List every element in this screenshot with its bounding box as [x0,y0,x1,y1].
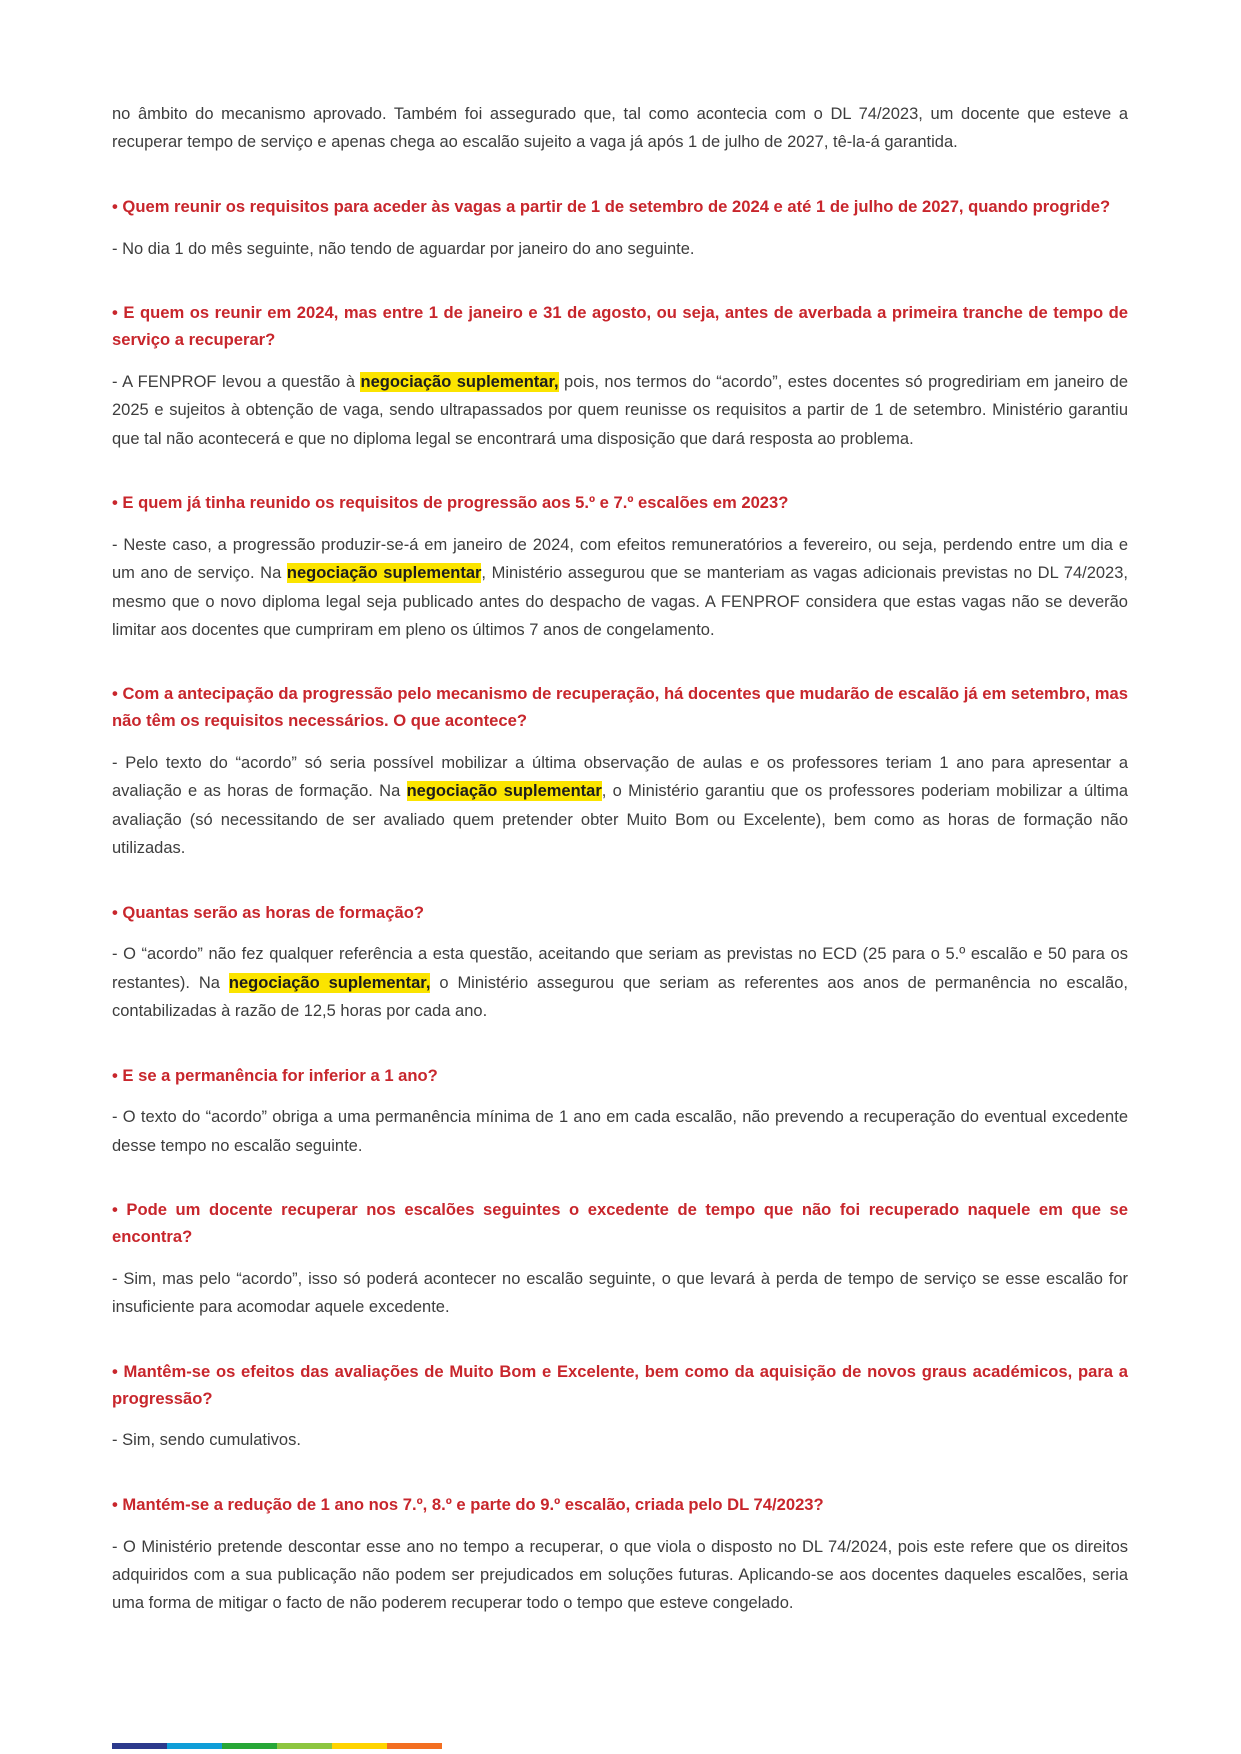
intro-paragraph: no âmbito do mecanismo aprovado. Também foi assegurado que, tal como acontecia com o DL 74/2023, um docente que esteve a recuperar tempo de serviço e apenas chega ao escalão sujeito a vaga já após 1 de julho de 2027, tê-la-á garantida. [112,105,1128,152]
answer-paragraph [112,1533,1128,1618]
stripe-segment [222,1743,277,1749]
answer-text: - A FENPROF levou a questão à [112,372,361,391]
answer-text: , Ministério assegurou que se manteriam as vagas adicionais previstas no DL 74/2023, mesmo que o novo diploma legal seja publicado antes do despacho de vagas. A FENPROF considera que estas vagas não se deverão limitar aos docentes que cumpriram em pleno os últimos 7 anos de congelamento. [112,564,1128,639]
highlighted-term: negociação suplementar [406,782,602,801]
footer-brand-stripe [112,1743,442,1749]
answer-paragraph [112,749,1128,863]
question-heading: • Quem reunir os requisitos para aceder às vagas a partir de 1 de setembro de 2024 e até 1 de julho de 2027, quando progride? [112,196,1111,216]
stripe-segment [277,1743,332,1749]
stripe-segment [332,1743,387,1749]
answer-text: - Pelo texto do “acordo” só seria possível mobilizar a última observação de aulas e os professores teriam 1 ano para apresentar a avaliação e as horas de formação. Na [112,754,1128,801]
answer-text: - O Ministério pretende descontar esse ano no tempo a recuperar, o que viola o disposto no DL 74/2024, pois este refere que os direitos adquiridos com a sua publicação não podem ser prejudicados em soluções futuras. Aplicando-se aos docentes daqueles escalões, seria uma forma de mitigar o facto de não poderem recuperar todo o tempo que esteve congelado. [112,1537,1128,1613]
answer-paragraph [112,1103,1128,1160]
qa-block [112,194,1128,263]
answer-text: - No dia 1 do mês seguinte, não tendo de aguardar por janeiro do ano seguinte. [112,239,695,258]
answer-text: pois, nos termos do “acordo”, estes docentes só progrediriam em janeiro de 2025 e sujeitos à obtenção de vaga, sendo ultrapassados por quem reunisse os requisitos a partir de 1 de setembro. Ministério garantiu que tal não acontecerá e que no diploma legal se encontrará uma disposição que dará resposta ao problema. [112,372,1129,448]
question-heading: • E quem já tinha reunido os requisitos de progressão aos 5.º e 7.º escalões em 2023? [112,492,789,512]
qa-block [112,681,1128,862]
answer-text: - O texto do “acordo” obriga a uma permanência mínima de 1 ano em cada escalão, não prevendo a recuperação do eventual excedente desse tempo no escalão seguinte. [112,1108,1128,1155]
question-heading: • Mantêm-se os efeitos das avaliações de Muito Bom e Excelente, bem como da aquisição de novos graus académicos, para a progressão? [112,1361,1128,1408]
stripe-segment [387,1743,442,1749]
question-heading: • Quantas serão as horas de formação? [112,902,424,922]
answer-text: , o Ministério garantiu que os professores poderiam mobilizar a última avaliação (só necessitando de ser avaliado quem pretender obter Muito Bom ou Excelente), bem como as horas de formação não utilizadas. [112,782,1128,858]
answer-text: o Ministério assegurou que seriam as referentes aos anos de permanência no escalão, contabilizadas à razão de 12,5 horas por cada ano. [112,973,1128,1021]
qa-block [112,900,1128,1026]
qa-block [112,1063,1128,1161]
answer-paragraph [112,1426,1128,1454]
highlighted-term: negociação suplementar, [228,973,431,992]
question-heading: • Mantém-se a redução de 1 ano nos 7.º, 8.º e parte do 9.º escalão, criada pelo DL 74/2023? [112,1494,824,1514]
highlighted-term: negociação suplementar, [360,372,559,391]
question-heading: • E se a permanência for inferior a 1 ano? [112,1065,438,1085]
qa-block [112,490,1128,644]
answer-paragraph [112,1265,1128,1322]
question-heading: • Pode um docente recuperar nos escalões seguintes o excedente de tempo que não foi recuperado naquele em que se encontra? [112,1200,1128,1246]
qa-block [112,1492,1128,1618]
qa-block [112,1359,1128,1455]
stripe-segment [167,1743,222,1749]
answer-text: - Sim, sendo cumulativos. [112,1431,301,1450]
answer-text: - Sim, mas pelo “acordo”, isso só poderá acontecer no escalão seguinte, o que levará à perda de tempo de serviço se esse escalão for insuficiente para acomodar aquele excedente. [112,1269,1128,1317]
question-heading: • Com a antecipação da progressão pelo mecanismo de recuperação, há docentes que mudarão de escalão já em setembro, mas não têm os requisitos necessários. O que acontece? [112,684,1128,731]
qa-list [112,194,1128,1618]
qa-block [112,300,1128,453]
answer-paragraph [112,531,1128,645]
answer-paragraph [112,368,1128,453]
answer-text: - O “acordo” não fez qualquer referência a esta questão, aceitando que seriam as previstas no ECD (25 para o 5.º escalão e 50 para os restantes). Na [112,945,1128,992]
answer-text: - Neste caso, a progressão produzir-se-á em janeiro de 2024, com efeitos remuneratórios a fevereiro, ou seja, perdendo entre um dia e um ano de serviço. Na [112,535,1128,583]
question-heading: • E quem os reunir em 2024, mas entre 1 de janeiro e 31 de agosto, ou seja, antes de averbada a primeira tranche de tempo de serviço a recuperar? [112,303,1128,349]
highlighted-term: negociação suplementar [286,564,482,583]
stripe-segment [112,1743,167,1749]
answer-paragraph [112,940,1128,1025]
answer-paragraph [112,235,1128,263]
qa-block [112,1197,1128,1322]
